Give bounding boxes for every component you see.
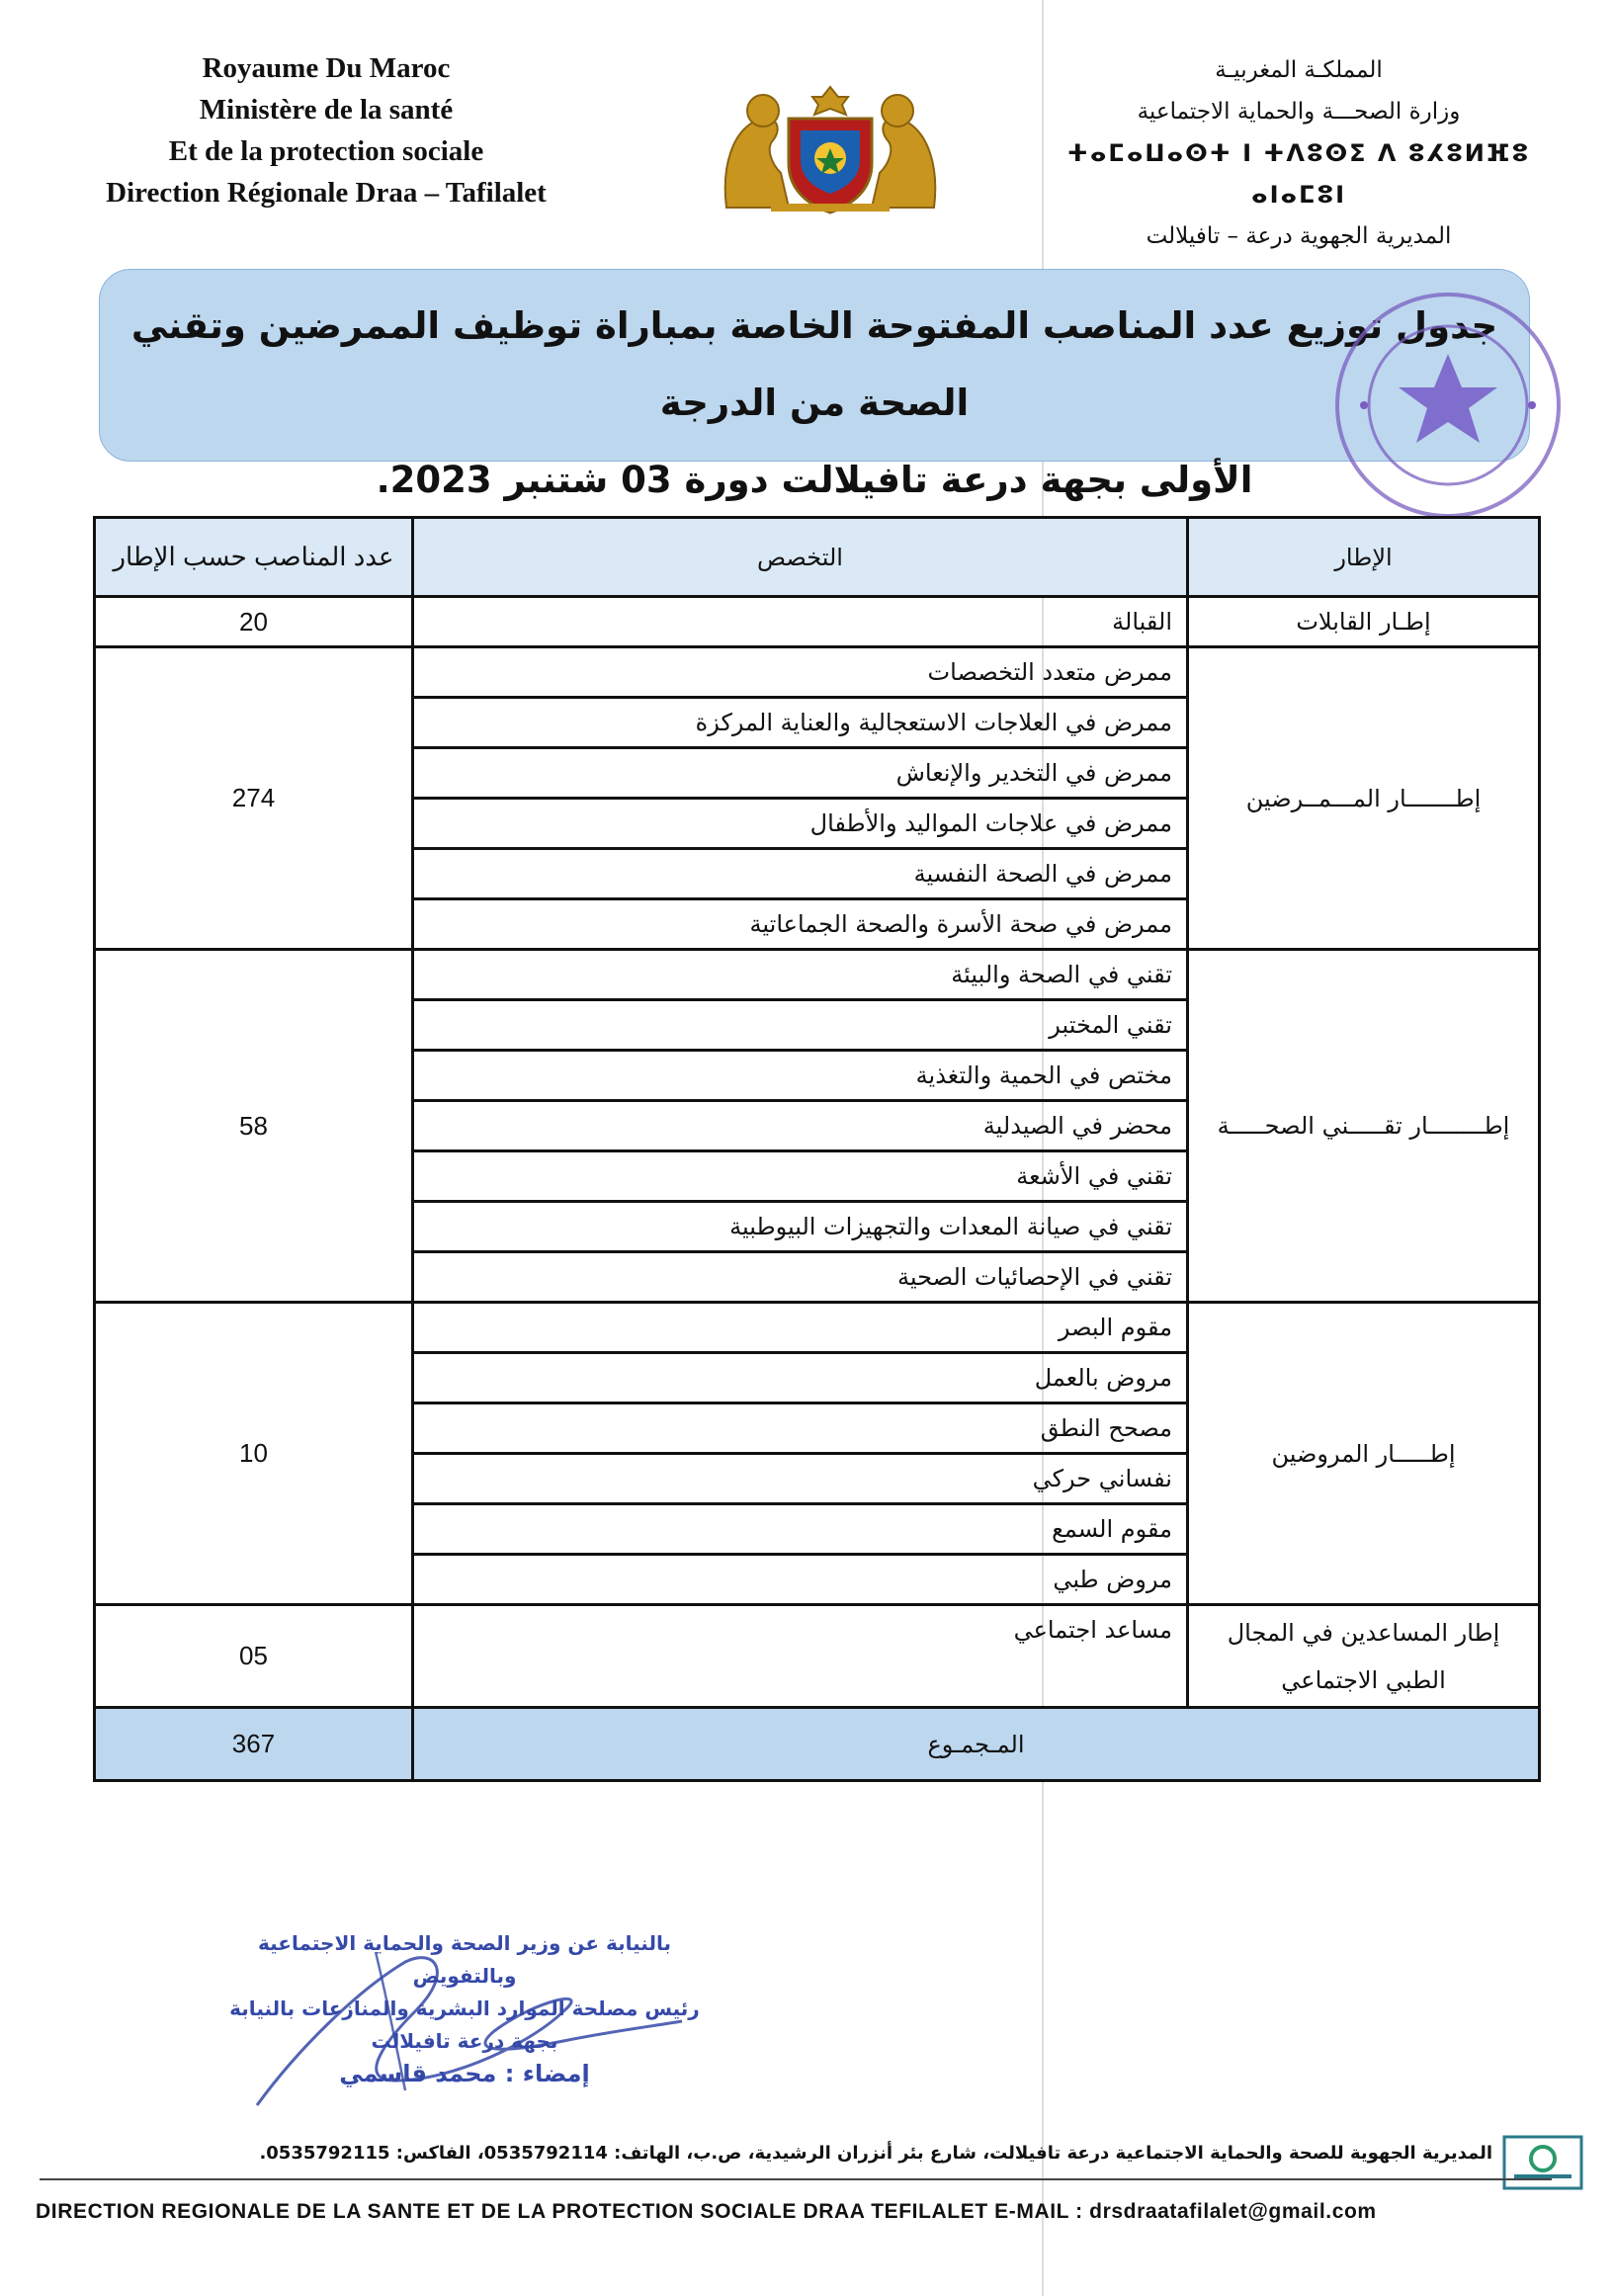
- count-cell: 20: [95, 597, 413, 647]
- fr-line-direction: Direction Régionale Draa – Tafilalet: [106, 177, 547, 209]
- specialty-cell: مساعد اجتماعي: [413, 1605, 1188, 1708]
- table-header-row: [95, 518, 1540, 597]
- signature-line-2: وبالتفويض: [412, 1964, 517, 1988]
- french-letterhead: [30, 47, 623, 213]
- specialty-cell: مختص في الحمية والتغذية: [413, 1051, 1188, 1101]
- document-title-box: [99, 269, 1530, 501]
- coat-of-arms-icon: [712, 69, 949, 217]
- fr-line-ministry: Ministère de la santé: [199, 94, 454, 126]
- specialty-cell: تقني المختبر: [413, 1000, 1188, 1051]
- table-row: [95, 1303, 1540, 1353]
- cadre-cell: إطـــــــار المـــمــرضين: [1188, 647, 1540, 950]
- count-cell: 274: [95, 647, 413, 950]
- specialty-cell: تقني في الأشعة: [413, 1151, 1188, 1202]
- total-label: المـجمـوع: [413, 1708, 1540, 1781]
- specialty-cell: تقني في الصحة والبيئة: [413, 950, 1188, 1000]
- footer-french-contact: DIRECTION REGIONALE DE LA SANTE ET DE LA PROTECTION SOCIALE DRAA TEFILALET E-MAIL : drsdraatafilalet@gmail.com: [36, 2200, 1377, 2223]
- cadre-cell: إطـــــار المروضين: [1188, 1303, 1540, 1605]
- specialty-cell: ممرض في العلاجات الاستعجالية والعناية المركزة: [413, 698, 1188, 748]
- ar-line-kingdom: المملكـة المغربيـة: [1215, 57, 1383, 83]
- specialty-cell: محضر في الصيدلية: [413, 1101, 1188, 1151]
- specialty-cell: مقوم البصر: [413, 1303, 1188, 1353]
- ar-line-ministry: وزارة الصحـــة والحماية الاجتماعية: [1137, 99, 1461, 125]
- official-stamp-icon: [1329, 287, 1567, 524]
- specialty-cell: ممرض في التخدير والإنعاش: [413, 748, 1188, 799]
- specialty-cell: تقني في صيانة المعدات والتجهيزات البيوطبية: [413, 1202, 1188, 1252]
- positions-table: [93, 516, 1541, 1782]
- signature-line-3: رئيس مصلحة الموارد البشرية والمنازعات بالنيابة: [229, 1997, 700, 2020]
- ministry-logo-icon: [1500, 2133, 1585, 2192]
- specialty-cell: مروض بالعمل: [413, 1353, 1188, 1403]
- specialty-cell: تقني في الإحصائيات الصحية: [413, 1252, 1188, 1303]
- table-row: [95, 597, 1540, 647]
- cadre-cell: إطــــــــار تقـــــني الصحـــــة: [1188, 950, 1540, 1303]
- title-line-2: الأولى بجهة درعة تافيلالت دورة 03 شتنبر 2023.: [376, 459, 1253, 501]
- arabic-letterhead: [1022, 49, 1575, 257]
- specialty-cell: ممرض متعدد التخصصات: [413, 647, 1188, 698]
- specialty-cell: القبالة: [413, 597, 1188, 647]
- ar-line-direction: المديرية الجهوية درعة – تافيلالت: [1146, 223, 1452, 249]
- fr-line-kingdom: Royaume Du Maroc: [202, 52, 451, 84]
- footer-divider: [40, 2178, 1552, 2180]
- total-row: [95, 1708, 1540, 1781]
- signature-line-1: بالنيابة عن وزير الصحة والحماية الاجتماعية: [258, 1931, 671, 1955]
- signature-block: [227, 1927, 702, 2090]
- cadre-cell: إطـار القابلات: [1188, 597, 1540, 647]
- cadre-cell: إطار المساعدين في المجال الطبي الاجتماعي: [1188, 1605, 1540, 1708]
- count-cell: 05: [95, 1605, 413, 1708]
- specialty-cell: ممرض في صحة الأسرة والصحة الجماعاتية: [413, 899, 1188, 950]
- total-value: 367: [95, 1708, 413, 1781]
- specialty-cell: نفساني حركي: [413, 1454, 1188, 1504]
- specialty-cell: ممرض في علاجات المواليد والأطفال: [413, 799, 1188, 849]
- footer-arabic-address: المديرية الجهوية للصحة والحماية الاجتماعية درعة تافيلالت، شارع بئر أنزران الرشيدية، ص.ب، الهاتف: 0535792114، الفاكس: 0535792115.: [259, 2143, 1492, 2164]
- signature-line-4: بجهة درعة تافيلالت: [371, 2029, 558, 2053]
- signature-line-5: إمضاء : محمد قاسمي: [339, 2060, 590, 2087]
- table-row: [95, 647, 1540, 698]
- specialty-cell: ممرض في الصحة النفسية: [413, 849, 1188, 899]
- count-cell: 10: [95, 1303, 413, 1605]
- fr-line-protection: Et de la protection sociale: [168, 135, 484, 167]
- specialty-cell: مقوم السمع: [413, 1504, 1188, 1555]
- header-cadre: الإطار: [1188, 518, 1540, 597]
- specialty-cell: مصحح النطق: [413, 1403, 1188, 1454]
- specialty-cell: مروض طبي: [413, 1555, 1188, 1605]
- tifinagh-line: ⵜⴰⵎⴰⵡⴰⵙⵜ ⵏ ⵜⴷⵓⵙⵉ ⴷ ⵓⵃⵓⵍⴼⵓ ⴰⵏⴰⵎⵓⵏ: [1066, 139, 1531, 209]
- title-line-1: جدول توزيع عدد المناصب المفتوحة الخاصة بمباراة توظيف الممرضين وتقني الصحة من الدرجة: [130, 304, 1498, 424]
- header-count: عدد المناصب حسب الإطار: [95, 518, 413, 597]
- count-cell: 58: [95, 950, 413, 1303]
- table-row: [95, 950, 1540, 1000]
- header-specialty: التخصص: [413, 518, 1188, 597]
- table-row: [95, 1605, 1540, 1708]
